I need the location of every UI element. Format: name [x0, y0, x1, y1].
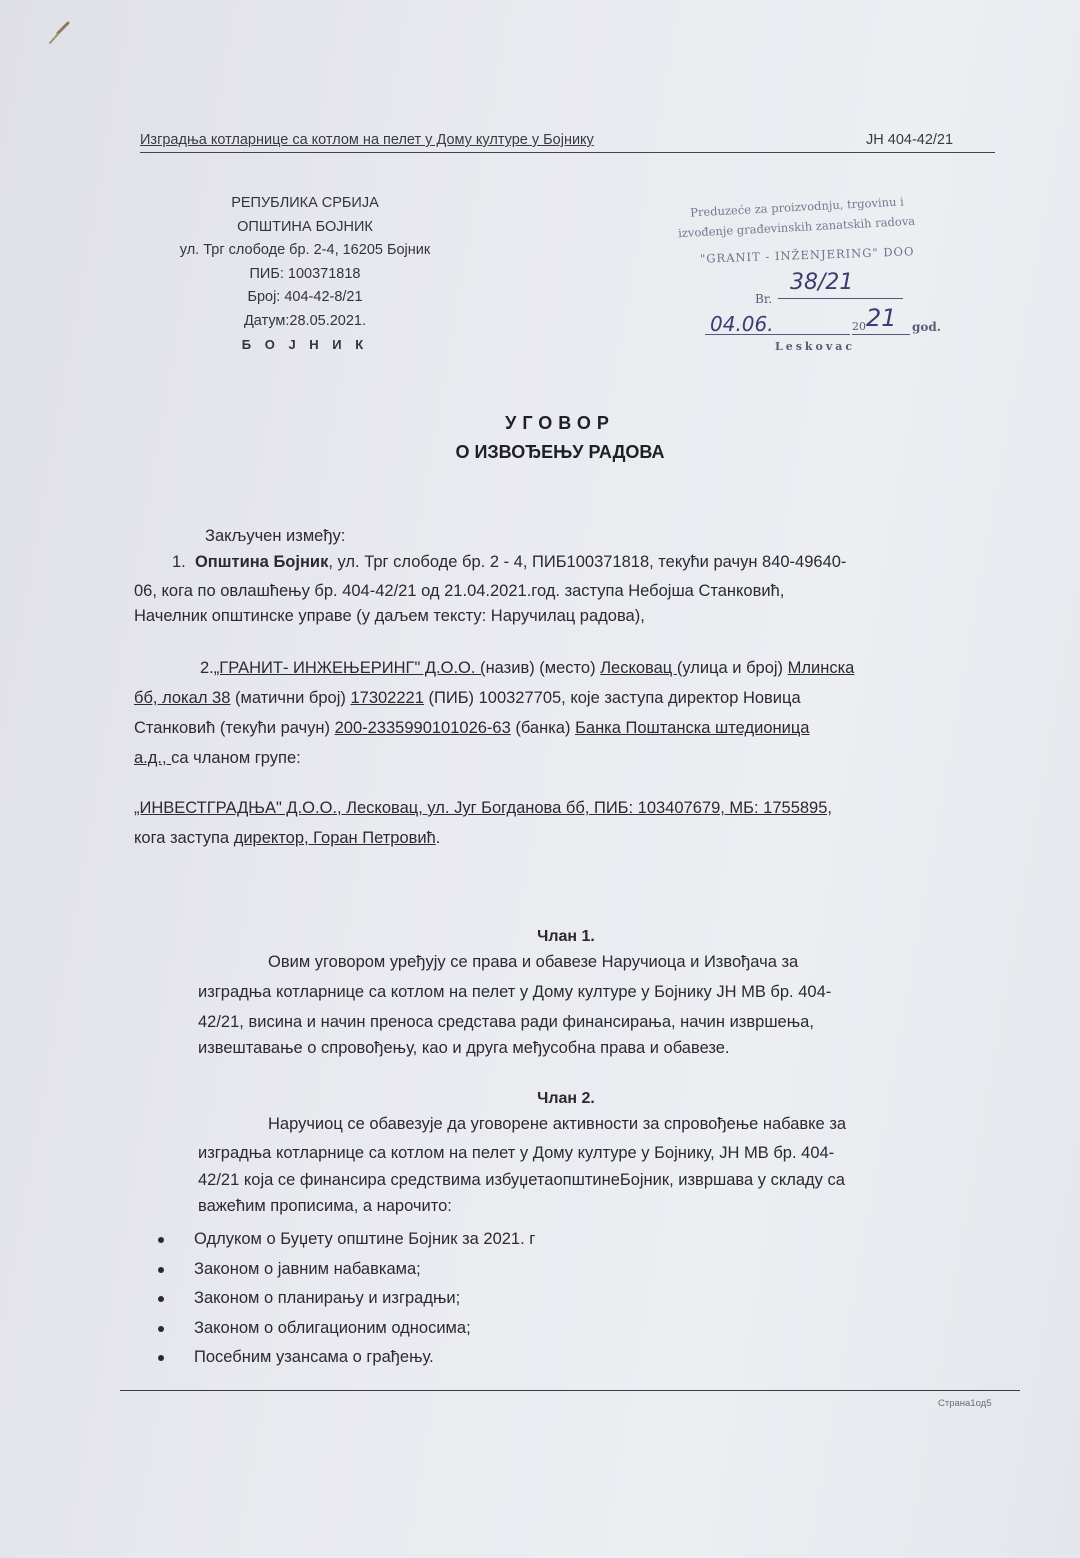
header-divider: [140, 152, 995, 153]
issuer-city: Б О Ј Н И К: [241, 337, 369, 352]
party-2-bank: Банка Поштанска штедионица: [575, 719, 810, 737]
party-2-street: бб, локал 38: [134, 689, 231, 707]
article-2-line: 42/21 која се финансира средствима избуџетаопштинеБојник, извршава у складу са: [198, 1171, 845, 1189]
stamp-god: god.: [912, 320, 941, 334]
party-2-text: (матични број): [230, 689, 351, 707]
list-item-text: Посебним узансама о грађењу.: [194, 1348, 434, 1366]
stamp-company: "GRANIT - INŽENJERING" DOO: [699, 244, 915, 266]
party-1-details: , ул. Трг слободе бр. 2 - 4, ПИБ100371818, текући рачун 840-49640-: [328, 553, 847, 571]
document-subtitle: О ИЗВОЂЕЊУ РАДОВА: [455, 442, 665, 462]
article-1-line: изградња котларнице са котлом на пелет у Дому културе у Бојнику ЈН МВ бр. 404-: [198, 983, 832, 1001]
bullet-icon: [158, 1326, 164, 1332]
article-1-line: извештавање о спровођењу, као и друга међусобна права и обавезе.: [198, 1039, 730, 1057]
list-item-text: Законом о јавним набавкама;: [194, 1259, 421, 1278]
issuer-line: ОПШТИНА БОЈНИК: [237, 218, 373, 235]
issuer-line: ул. Трг слободе бр. 2-4, 16205 Бојник: [179, 242, 431, 258]
group-member-director: директор, Горан Петровић: [233, 829, 436, 847]
article-2-line: Наручиоц се обавезује да уговорене активности за спровођење набавке за: [268, 1115, 847, 1133]
party-2-line: [134, 719, 809, 738]
issuer-line: РЕПУБЛИКА СРБИЈА: [231, 195, 379, 211]
article-2-line: изградња котларнице са котлом на пелет у Дому културе у Бојнику, ЈН МВ бр. 404-: [198, 1144, 835, 1162]
article-1-line: 42/21, висина и начин преноса средстава ради финансирања, начин извршења,: [198, 1013, 814, 1031]
list-item-text: Одлуком о Буџету општине Бојник за 2021. г: [194, 1230, 536, 1248]
list-item: [158, 1314, 535, 1344]
bullet-icon: [158, 1237, 164, 1243]
stamp-line: izvođenje građevinskih zanatskih radova: [677, 213, 916, 241]
group-member-text: кога заступа: [134, 829, 234, 847]
party-2-reg-number: 17302221: [350, 689, 424, 707]
list-item: [158, 1343, 535, 1373]
footer-divider: [120, 1390, 1020, 1391]
stamp-date: 04.06.: [710, 312, 774, 336]
party-2-text: (ПИБ) 100327705, које заступа директор Новица: [423, 689, 801, 707]
stamp-year-line: [852, 334, 910, 335]
party-1-line: [172, 553, 846, 572]
article-1-line: Овим уговором уређују се права и обавезе Наручиоца и Извођача за: [268, 953, 799, 971]
page-number: Страна1од5: [938, 1398, 992, 1409]
parties-intro: Закључен између:: [205, 527, 346, 545]
party-2-account: 200-2335990101026-63: [334, 719, 511, 737]
stamp-number-label: Br.: [755, 292, 773, 306]
party-2-text: Станковић (текући рачун): [134, 719, 335, 737]
list-item-text: Законом о планирању и изградњи;: [194, 1289, 461, 1307]
document-title: УГОВОР: [505, 413, 615, 433]
party-1-line: 06, кога по овлашћењу бр. 404-42/21 од 21.04.2021.год. заступа Небојша Станковић,: [134, 582, 785, 600]
issuer-line: Датум:28.05.2021.: [243, 312, 367, 329]
stamp-number: 38/21: [790, 270, 854, 295]
list-item: [158, 1284, 535, 1314]
group-member-text: .: [435, 829, 441, 847]
stamp-year-prefix: 20: [852, 320, 866, 333]
group-member-line: [134, 829, 440, 848]
party-2-line: [134, 689, 801, 708]
party-1-line: Начелник општинске управе (у даљем тексту: Наручилац радова),: [134, 607, 645, 625]
article-2-line: важећим прописима, а нарочито:: [198, 1197, 452, 1215]
party-2-line: [200, 659, 854, 678]
pen-mark: [20, 15, 80, 75]
bullet-icon: [158, 1267, 164, 1273]
article-2-heading: Члан 2.: [537, 1090, 595, 1107]
party-2-text: назив) (место): [485, 659, 601, 677]
party-2-text: (улица и број): [676, 659, 788, 677]
stamp-year: 21: [866, 304, 897, 332]
issuer-line: Број: 404-42-8/21: [247, 289, 363, 305]
stamp-number-line: [778, 298, 903, 299]
bullet-icon: [158, 1355, 164, 1361]
bullet-icon: [158, 1296, 164, 1302]
party-2-name: „ГРАНИТ- ИНЖЕЊЕРИНГ" Д.О.О. (: [213, 659, 486, 677]
stamp-line: Preduzeće za proizvodnju, trgovinu i: [689, 194, 905, 220]
regulation-list: [158, 1225, 535, 1373]
header-jn-number: ЈН 404-42/21: [866, 132, 954, 148]
article-1-heading: Члан 1.: [537, 928, 595, 945]
party-1-name: Општина Бојник: [194, 553, 329, 571]
issuer-block: [140, 192, 470, 357]
list-item-text: Законом о облигационим односима;: [194, 1318, 471, 1337]
party-2-street: Млинска: [787, 659, 855, 677]
party-2-bank: а.д.,: [134, 749, 172, 767]
stamp-city: Leskovac: [775, 340, 856, 353]
party-2-city: Лесковац: [600, 659, 677, 677]
list-item: [158, 1255, 535, 1285]
stamp-date-line: [705, 334, 850, 335]
party-2-number: 2.: [200, 659, 214, 677]
party-1-number: 1.: [172, 553, 186, 571]
party-2-text: са чланом групе:: [171, 749, 301, 767]
party-2-text: (банка): [510, 719, 576, 737]
group-member-line: „ИНВЕСТГРАДЊА" Д.О.О., Лесковац, ул. Југ Богданова бб, ПИБ: 103407679, МБ: 1755895,: [134, 799, 832, 817]
party-2-line: [134, 749, 301, 768]
list-item: [158, 1225, 535, 1255]
issuer-line: ПИБ: 100371818: [249, 265, 361, 282]
header-project-title: Изградња котларнице са котлом на пелет у Дому културе у Бојнику: [140, 132, 594, 148]
registry-stamp: [660, 194, 980, 360]
